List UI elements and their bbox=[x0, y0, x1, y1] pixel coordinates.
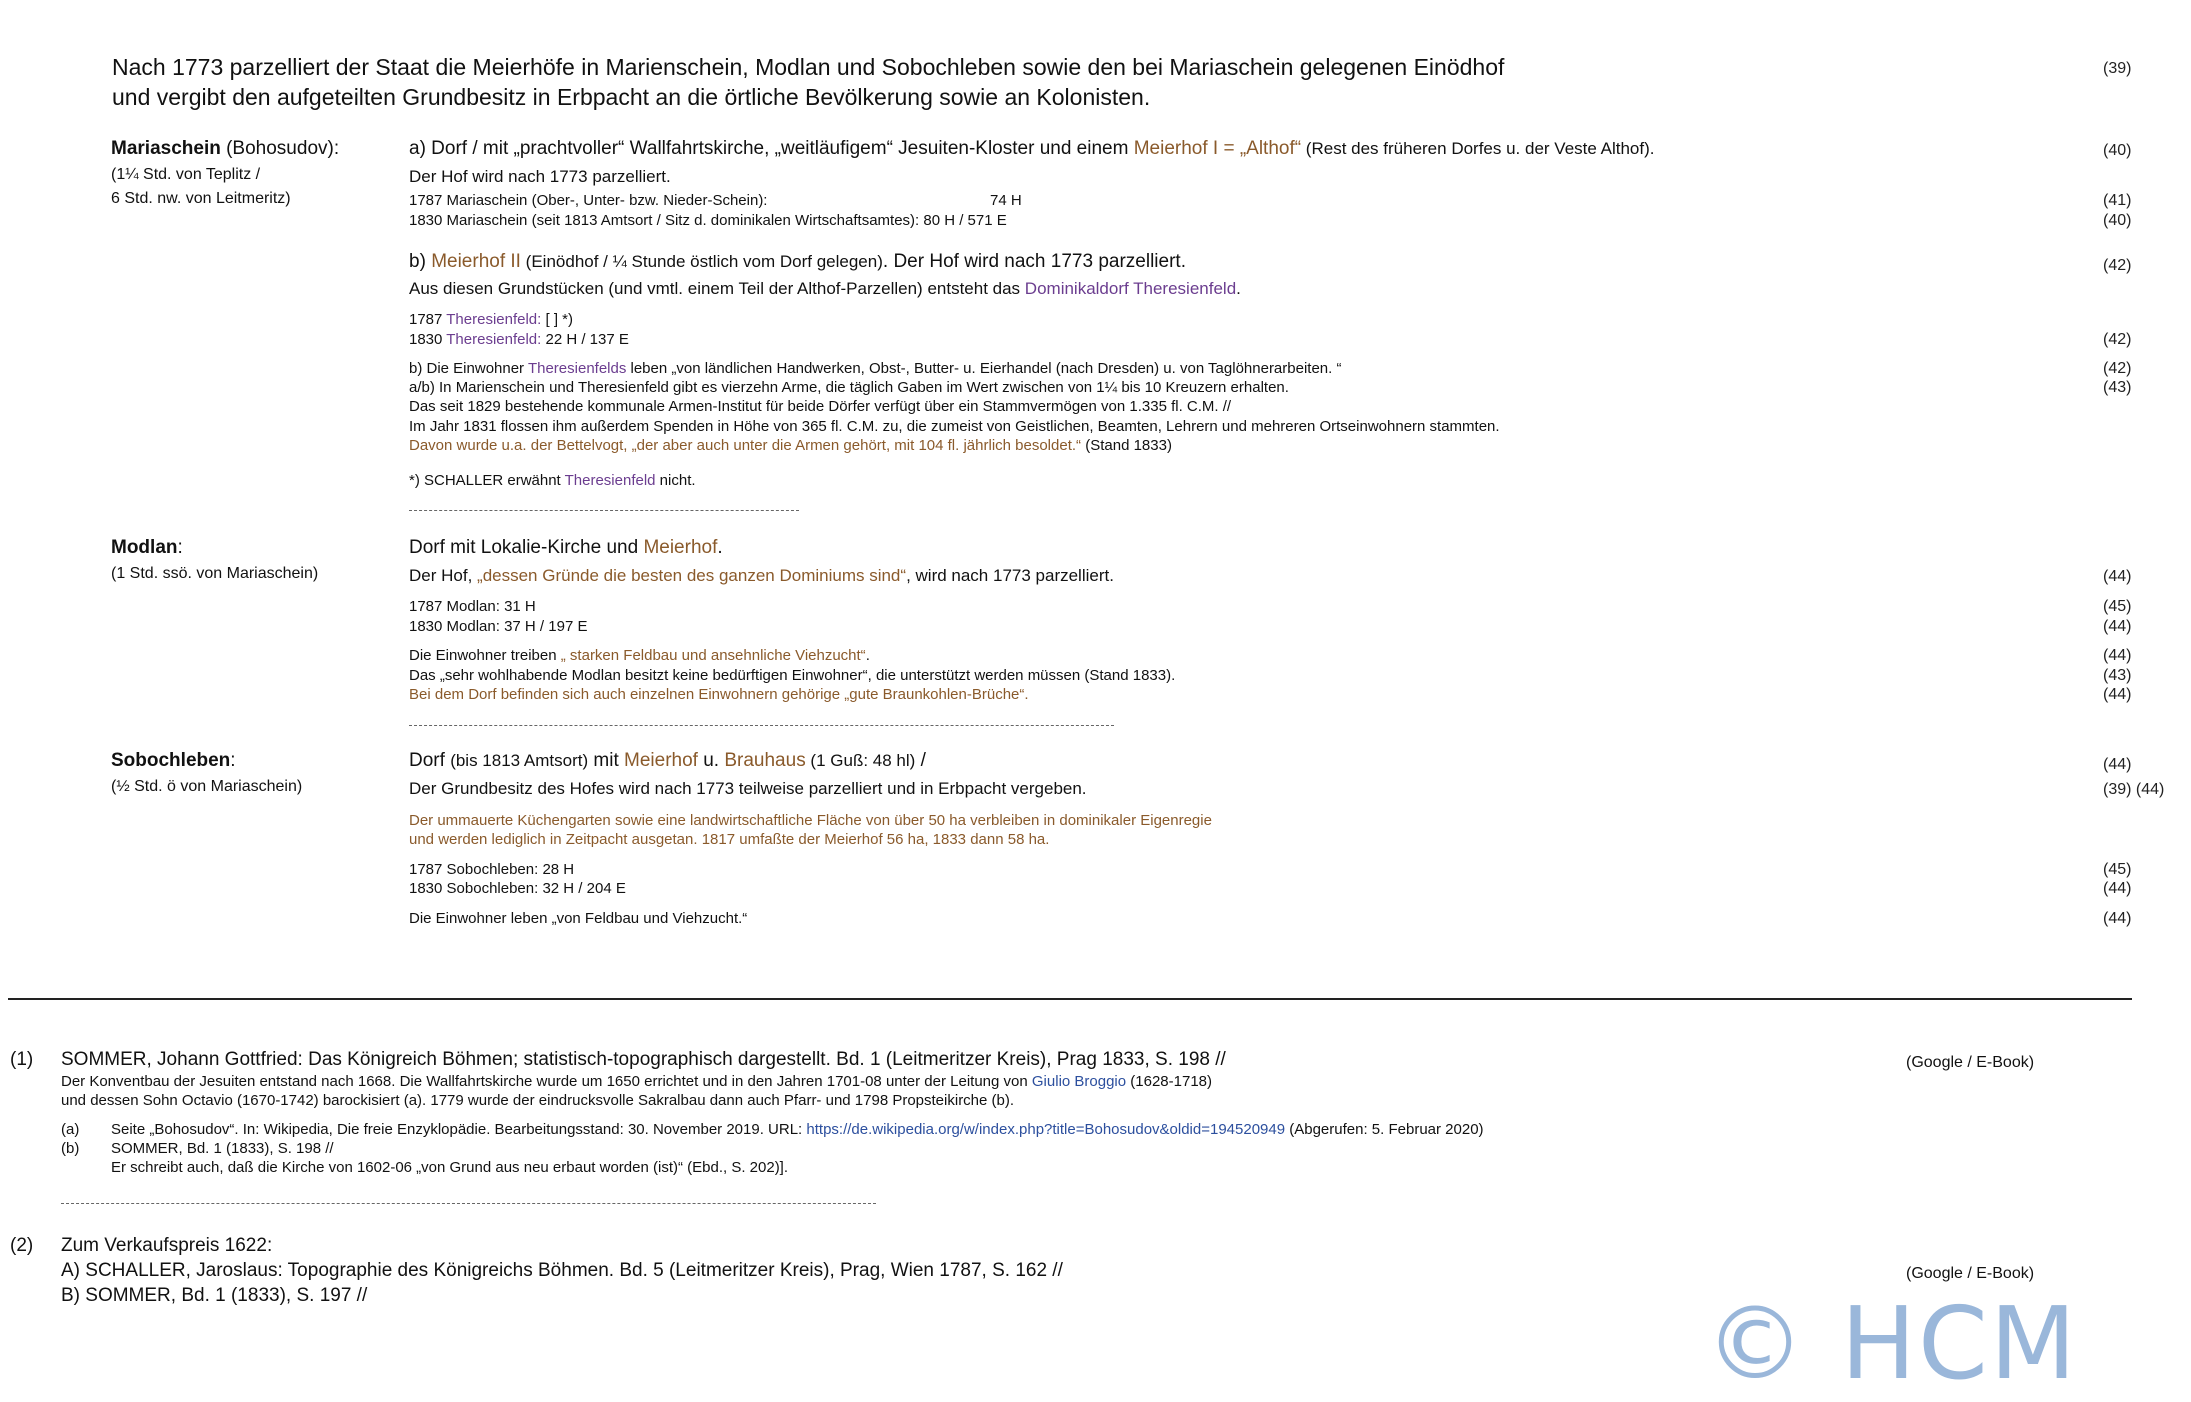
text-line: Der Grundbesitz des Hofes wird nach 1773 teilweise parzelliert und in Erbpacht vergeben. bbox=[409, 779, 1087, 798]
highlight-brauhaus: Brauhaus bbox=[724, 750, 806, 771]
stat-line: 1787 Mariaschein (Ober-, Unter- bzw. Nieder-Schein): bbox=[409, 192, 768, 209]
text-line: Die Einwohner leben „von Feldbau und Viehzucht.“ bbox=[409, 910, 748, 927]
footnote-number: (1) bbox=[10, 1049, 34, 1070]
text-line bbox=[409, 566, 1114, 586]
text-span: : bbox=[177, 537, 183, 558]
place-heading-modlan bbox=[111, 537, 183, 559]
place-subtitle: 6 Std. nw. von Leitmeritz) bbox=[111, 190, 291, 207]
copyright-watermark: © HCM bbox=[1705, 1285, 2079, 1402]
place-heading-sobochleben bbox=[111, 750, 236, 772]
ref-number: (41) bbox=[2103, 192, 2132, 209]
text-span: Der Konventbau der Jesuiten entstand nach 1668. Die Wallfahrtskirche wurde um 1650 errichtet und in den Jahren 1701-08 unter der Leitung von bbox=[61, 1073, 1032, 1090]
stat-line: 1787 Sobochleben: 28 H bbox=[409, 861, 575, 878]
text-span: Davon wurde u.a. der Bettelvogt, „der aber auch unter die Armen gehört, mit 104 fl. jährlich besoldet.“ bbox=[409, 437, 1082, 454]
text-line: Im Jahr 1831 flossen ihm außerdem Spenden in Höhe von 365 fl. C.M. zu, die zumeist von Geistlichen, Beamten, Lehrern und mehreren Ortseinwohnern stammten. bbox=[409, 418, 1500, 435]
ref-number: (39) (44) bbox=[2103, 781, 2165, 798]
ref-number: (44) bbox=[2103, 686, 2132, 703]
ref-number: (44) bbox=[2103, 568, 2132, 585]
text-span: 1830 bbox=[409, 331, 447, 348]
stat-line: 1787 Modlan: 31 H bbox=[409, 598, 536, 615]
place-heading-mariaschein bbox=[111, 138, 339, 160]
text-span: . bbox=[717, 537, 723, 558]
wikipedia-link[interactable]: https://de.wikipedia.org/w/index.php?title=Bohosudov&oldid=194520949 bbox=[806, 1121, 1286, 1138]
link-giulio-broggio[interactable]: Giulio Broggio bbox=[1031, 1073, 1127, 1090]
text-span: a) Dorf / mit „prachtvoller“ Wallfahrtskirche, „weitläufigem“ Jesuiten-Kloster und einem bbox=[409, 138, 1134, 159]
stat-value: 74 H bbox=[990, 192, 1022, 209]
stat-line bbox=[409, 331, 629, 348]
ref-number: (42) bbox=[2103, 360, 2132, 377]
place-subtitle: (1¼ Std. von Teplitz / bbox=[111, 166, 261, 183]
text-line: Das „sehr wohlhabende Modlan besitzt keine bedürftigen Einwohner“, die unterstützt werden müssen (Stand 1833). bbox=[409, 667, 1176, 684]
text-span: : bbox=[230, 750, 236, 771]
ref-number: (44) bbox=[2103, 618, 2132, 635]
text-span: „dessen Gründe die besten des ganzen Dominiums sind“ bbox=[477, 566, 907, 585]
sub-ref-label: (a) bbox=[61, 1121, 80, 1138]
text-line bbox=[409, 750, 926, 772]
highlight-theresienfeld: Dominikaldorf Theresienfeld bbox=[1024, 279, 1237, 298]
footnote-citation: A) SCHALLER, Jaroslaus: Topographie des Königreichs Böhmen. Bd. 5 (Leitmeritzer Kreis), Prag, Wien 1787, S. 162 // bbox=[61, 1260, 1063, 1281]
text-span: mit bbox=[588, 750, 625, 771]
text-span: Aus diesen Grundstücken (und vmtl. einem Teil der Althof-Parzellen) entsteht das bbox=[409, 279, 1025, 298]
highlight-theresienfeld: Theresienfeld bbox=[564, 472, 656, 489]
source-label: (Google / E-Book) bbox=[1906, 1054, 2035, 1071]
ref-number: (40) bbox=[2103, 142, 2132, 159]
mariaschein-a-line bbox=[409, 138, 1654, 160]
text-line bbox=[111, 1121, 1484, 1138]
text-line bbox=[409, 279, 1241, 299]
ref-number: (40) bbox=[2103, 212, 2132, 229]
text-span: b) bbox=[409, 251, 432, 272]
text-line: und werden lediglich in Zeitpacht ausgetan. 1817 umfaßte der Meierhof 56 ha, 1833 dann 58 ha. bbox=[409, 831, 1050, 848]
text-span: u. bbox=[697, 750, 725, 771]
ref-number: (39) bbox=[2103, 60, 2132, 77]
text-span: nicht. bbox=[655, 472, 696, 489]
highlight-meierhof: Meierhof bbox=[624, 750, 698, 771]
place-subtitle: (1 Std. ssö. von Mariaschein) bbox=[111, 565, 319, 582]
stat-line: 1830 Sobochleben: 32 H / 204 E bbox=[409, 880, 626, 897]
text-span: , wird nach 1773 parzelliert. bbox=[906, 566, 1114, 585]
text-span: Seite „Bohosudov“. In: Wikipedia, Die freie Enzyklopädie. Bearbeitungsstand: 30. November 2019. URL: bbox=[111, 1121, 807, 1138]
text-line bbox=[409, 537, 723, 559]
ref-number: (42) bbox=[2103, 257, 2132, 274]
sub-ref-label: (b) bbox=[61, 1140, 80, 1157]
text-span: leben „von ländlichen Handwerken, Obst-, Butter- u. Eierhandel (nach Dresden) u. von Taglöhnerarbeiten. “ bbox=[626, 360, 1342, 377]
text-line bbox=[61, 1073, 1212, 1090]
text-span: 22 H / 137 E bbox=[541, 331, 629, 348]
text-line: und dessen Sohn Octavio (1670-1742) barockisiert (a). 1779 wurde der eindrucksvolle Sakralbau dann auch Pfarr- und 1798 Propsteikirche (b). bbox=[61, 1092, 1015, 1109]
text-span: / bbox=[915, 750, 926, 771]
place-name: Modlan bbox=[111, 537, 178, 558]
text-line: Er schreibt auch, daß die Kirche von 1602-06 „von Grund aus neu erbaut worden (ist)“ (Ebd., S. 202)]. bbox=[111, 1159, 789, 1176]
ref-number: (43) bbox=[2103, 667, 2132, 684]
footnote-citation: SOMMER, Johann Gottfried: Das Königreich Böhmen; statistisch-topographisch dargestellt. Bd. 1 (Leitmeritzer Kreis), Prag 1833, S. 198 // bbox=[61, 1049, 1226, 1070]
highlight-theresienfeld: Theresienfeld: bbox=[446, 331, 542, 348]
text-span: Dorf bbox=[409, 750, 451, 771]
stat-line bbox=[409, 311, 573, 328]
source-label: (Google / E-Book) bbox=[1906, 1265, 2035, 1282]
text-span: 1787 bbox=[409, 311, 447, 328]
text-line: a/b) In Marienschein und Theresienfeld gibt es vierzehn Arme, die täglich Gaben im Wert zwischen von 1¼ bis 10 Kreuzern erhalten. bbox=[409, 379, 1289, 396]
text-line bbox=[409, 647, 870, 664]
ref-number: (45) bbox=[2103, 598, 2132, 615]
divider bbox=[409, 725, 1114, 726]
text-line: Der Hof wird nach 1773 parzelliert. bbox=[409, 167, 671, 186]
text-line: Bei dem Dorf befinden sich auch einzelnen Einwohnern gehörige „gute Braunkohlen-Brüche“. bbox=[409, 686, 1029, 703]
text-line bbox=[409, 360, 1341, 377]
footnote-title: Zum Verkaufspreis 1622: bbox=[61, 1235, 273, 1256]
place-name: Mariaschein bbox=[111, 138, 221, 159]
footnote-number: (2) bbox=[10, 1235, 34, 1256]
ref-number: (44) bbox=[2103, 910, 2132, 927]
text-span: (1 Guß: 48 hl) bbox=[805, 751, 916, 770]
text-span: (Einödhof / ¼ Stunde östlich vom Dorf gelegen) bbox=[520, 252, 883, 271]
ref-number: (44) bbox=[2103, 880, 2132, 897]
intro-line-1: Nach 1773 parzelliert der Staat die Meierhöfe in Marienschein, Modlan und Sobochleben sowie den bei Mariaschein gelegenen Einödhof bbox=[112, 54, 1505, 80]
text-line: SOMMER, Bd. 1 (1833), S. 198 // bbox=[111, 1140, 334, 1157]
highlight-meierhof-ii: Meierhof II bbox=[431, 251, 521, 272]
text-span: „ starken Feldbau und ansehnliche Viehzucht“ bbox=[560, 647, 866, 664]
divider bbox=[61, 1203, 876, 1204]
highlight-meierhof-i: Meierhof I = „Althof“ bbox=[1133, 138, 1302, 159]
text-span: Die Einwohner treiben bbox=[409, 647, 561, 664]
mariaschein-b-line bbox=[409, 251, 1186, 273]
text-line: Der ummauerte Küchengarten sowie eine landwirtschaftliche Fläche von über 50 ha verbleiben in dominikaler Eigenregie bbox=[409, 812, 1212, 829]
text-span: (Abgerufen: 5. Februar 2020) bbox=[1285, 1121, 1484, 1138]
stat-line: 1830 Modlan: 37 H / 197 E bbox=[409, 618, 588, 635]
text-span: *) SCHALLER erwähnt bbox=[409, 472, 565, 489]
text-span: b) Die Einwohner bbox=[409, 360, 528, 377]
text-line bbox=[409, 437, 1172, 454]
text-span: [ ] *) bbox=[541, 311, 573, 328]
text-span: . bbox=[1236, 279, 1241, 298]
highlight-meierhof: Meierhof bbox=[643, 537, 718, 558]
highlight-theresienfeld: Theresienfeld: bbox=[446, 311, 542, 328]
ref-number: (44) bbox=[2103, 756, 2132, 773]
text-span: (1628-1718) bbox=[1126, 1073, 1213, 1090]
highlight-theresienfeld: Theresienfelds bbox=[527, 360, 627, 377]
divider bbox=[409, 510, 799, 511]
intro-line-2: und vergibt den aufgeteilten Grundbesitz in Erbpacht an die örtliche Bevölkerung sowie an Kolonisten. bbox=[112, 84, 1151, 110]
place-name: Sobochleben bbox=[111, 750, 231, 771]
footnote-citation: B) SOMMER, Bd. 1 (1833), S. 197 // bbox=[61, 1285, 368, 1306]
section-rule bbox=[8, 998, 2132, 1000]
text-span: Dorf mit Lokalie-Kirche und bbox=[409, 537, 644, 558]
text-line: Das seit 1829 bestehende kommunale Armen-Institut für beide Dörfer verfügt über ein Stammvermögen von 1.335 fl. C.M. // bbox=[409, 398, 1232, 415]
text-span: Der Hof, bbox=[409, 566, 478, 585]
ref-number: (45) bbox=[2103, 861, 2132, 878]
text-span: . Der Hof wird nach 1773 parzelliert. bbox=[882, 251, 1186, 272]
text-span: (Stand 1833) bbox=[1081, 437, 1172, 454]
ref-number: (43) bbox=[2103, 379, 2132, 396]
place-name-suffix: (Bohosudov): bbox=[220, 138, 340, 159]
text-span: (bis 1813 Amtsort) bbox=[450, 751, 589, 770]
footnote-asterisk bbox=[409, 472, 696, 489]
ref-number: (44) bbox=[2103, 647, 2132, 664]
text-span: . bbox=[865, 647, 870, 664]
ref-number: (42) bbox=[2103, 331, 2132, 348]
stat-line: 1830 Mariaschein (seit 1813 Amtsort / Sitz d. dominikalen Wirtschaftsamtes): 80 H / 571 E bbox=[409, 212, 1007, 229]
place-subtitle: (½ Std. ö von Mariaschein) bbox=[111, 778, 303, 795]
text-span: (Rest des früheren Dorfes u. der Veste Althof). bbox=[1301, 139, 1655, 158]
